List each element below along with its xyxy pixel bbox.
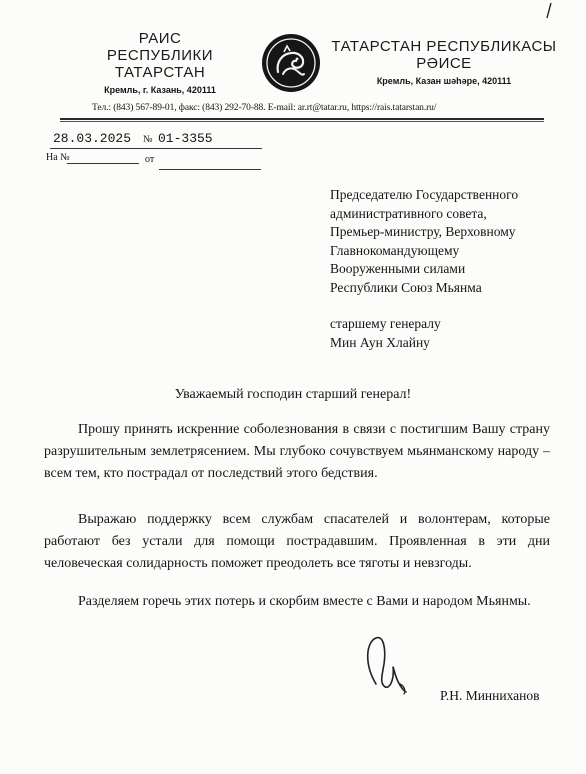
addressee-line: Республики Союз Мьянма xyxy=(330,279,482,295)
signer-name: Р.Н. Минниханов xyxy=(440,688,540,703)
corner-pen-mark xyxy=(542,2,554,20)
body-paragraph: Прошу принять искренние соболезнования в связи с постигшим Вашу страну разрушительным землетрясением. Мы глубоко сочувствуем мьянманскому народу – всем тем, кто пострадал от последствий этого бедствия. xyxy=(44,422,550,481)
reply-from-label: от xyxy=(145,154,155,165)
reply-to-blank-line xyxy=(67,163,139,164)
addressee-rank-line: старшему генералу xyxy=(330,316,441,331)
letterhead-right-title-2: РӘИСЕ xyxy=(416,55,472,72)
letterhead-rule xyxy=(60,118,544,120)
letterhead-right-address: Кремль, Казан шәһәре, 420111 xyxy=(376,76,512,86)
registration-number-label: № xyxy=(143,134,153,145)
reply-from-blank-line xyxy=(159,169,261,170)
registration-underline xyxy=(50,148,262,149)
letterhead-left-address: Кремль, г. Казань, 420111 xyxy=(104,85,216,95)
registration-number: 01-3355 xyxy=(158,131,213,146)
tatarstan-emblem-icon xyxy=(260,32,322,94)
letterhead-right-title-1: ТАТАРСТАН РЕСПУБЛИКАСЫ xyxy=(331,38,557,55)
addressee-line: Вооруженными силами xyxy=(330,261,466,276)
addressee-block xyxy=(330,186,560,352)
handwritten-signature xyxy=(360,624,420,704)
addressee-line: Председателю Государственного xyxy=(330,187,519,202)
addressee-line: административного совета, xyxy=(330,205,487,221)
reply-to-label: На № xyxy=(46,152,70,163)
letterhead-contacts: Тел.: (843) 567-89-01, факс: (843) 292-70-88. E-mail: ar.rt@tatar.ru, https://rais.tatarstan.ru/ xyxy=(92,103,437,113)
addressee-line: Премьер-министру, Верховному xyxy=(330,224,516,239)
registration-date: 28.03.2025 xyxy=(53,131,132,146)
body-paragraph: Выражаю поддержку всем службам спасателей и волонтерам, которые работают без устали для помощи пострадавшим. Проявленная в эти дни человеческая солидарность поможет преодолеть все тяготы и невзгоды. xyxy=(44,512,550,571)
letterhead-rule-thin xyxy=(60,121,544,122)
salutation: Уважаемый господин старший генерал! xyxy=(174,387,412,402)
body-paragraph: Разделяем горечь этих потерь и скорбим вместе с Вами и народом Мьянмы. xyxy=(78,594,531,609)
letterhead-right xyxy=(330,38,558,86)
letterhead-left xyxy=(60,30,260,95)
addressee-name-line: Мин Аун Хлайну xyxy=(330,334,430,350)
addressee-line: Главнокомандующему xyxy=(330,242,460,258)
letterhead-left-title-2: РЕСПУБЛИКИ ТАТАРСТАН xyxy=(106,47,214,81)
letterhead-left-title-1: РАИС xyxy=(138,30,182,47)
